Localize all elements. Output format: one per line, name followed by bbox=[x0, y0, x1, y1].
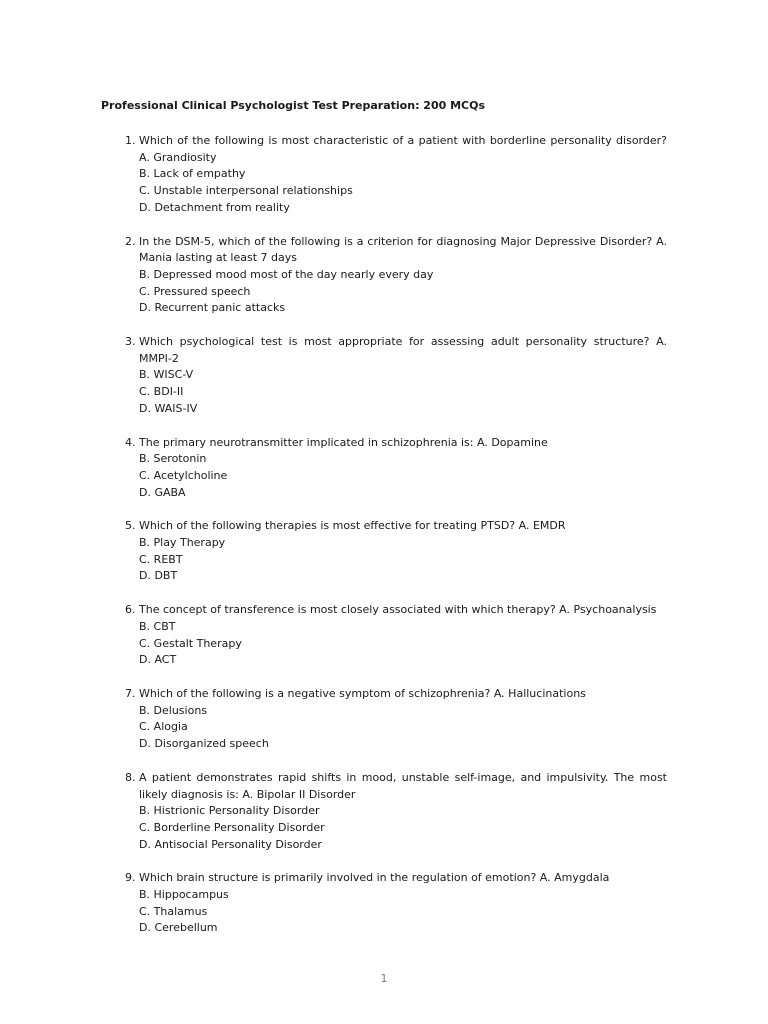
answer-option: B. Histrionic Personality Disorder bbox=[139, 804, 320, 818]
question-number: 7. bbox=[125, 686, 136, 700]
question-number: 3. bbox=[125, 335, 136, 349]
answer-option: B. CBT bbox=[139, 619, 176, 633]
page-number: 1 bbox=[380, 972, 388, 985]
answer-option: C. Gestalt Therapy bbox=[139, 636, 242, 650]
question-stem: Which of the following is most characteristic of a patient with borderline personality disorder? A. Grandiosity bbox=[139, 134, 667, 164]
question-number: 1. bbox=[125, 134, 136, 147]
question-item bbox=[0, 770, 768, 854]
question-stem: Which psychological test is most appropriate for assessing adult personality structure? A. MMPI-2 bbox=[139, 335, 667, 365]
question-stem: The concept of transference is most closely associated with which therapy? A. Psychoanalysis bbox=[139, 603, 657, 617]
answer-option: C. Pressured speech bbox=[139, 284, 251, 298]
document-title: Professional Clinical Psychologist Test Preparation: 200 MCQs bbox=[101, 99, 486, 112]
question-item bbox=[0, 686, 768, 753]
answer-option: D. Antisocial Personality Disorder bbox=[139, 837, 322, 851]
question-number: 5. bbox=[125, 519, 136, 533]
answer-option: B. WISC-V bbox=[139, 368, 194, 382]
question-stem: A patient demonstrates rapid shifts in mood, unstable self-image, and impulsivity. The most likely diagnosis is: A. Bipolar II Disorder bbox=[139, 770, 667, 801]
answer-option: C. Thalamus bbox=[139, 904, 208, 918]
answer-option: C. Unstable interpersonal relationships bbox=[139, 184, 353, 198]
question-stem: In the DSM-5, which of the following is a criterion for diagnosing Major Depressive Disorder? A. Mania lasting at least 7 days bbox=[139, 234, 667, 265]
answer-option: C. BDI-II bbox=[139, 385, 184, 399]
question-item bbox=[0, 133, 768, 217]
question-item bbox=[0, 870, 768, 937]
answer-option: D. Disorganized speech bbox=[139, 737, 269, 751]
question-stem: Which of the following is a negative symptom of schizophrenia? A. Hallucinations bbox=[139, 686, 586, 700]
question-number: 2. bbox=[125, 234, 136, 248]
answer-option: C. Alogia bbox=[139, 720, 188, 734]
question-list bbox=[0, 133, 768, 937]
question-number: 4. bbox=[125, 435, 136, 449]
question-item bbox=[0, 518, 768, 585]
answer-option: D. Detachment from reality bbox=[139, 200, 290, 214]
answer-option: B. Play Therapy bbox=[139, 536, 226, 550]
question-item bbox=[0, 234, 768, 318]
question-number: 6. bbox=[125, 603, 136, 617]
answer-option: D. DBT bbox=[139, 569, 178, 583]
question-stem: The primary neurotransmitter implicated in schizophrenia is: A. Dopamine bbox=[139, 435, 548, 449]
answer-option: B. Delusions bbox=[139, 703, 208, 717]
answer-option: D. WAIS-IV bbox=[139, 401, 198, 415]
answer-option: C. Borderline Personality Disorder bbox=[139, 820, 325, 834]
answer-option: B. Depressed mood most of the day nearly every day bbox=[139, 267, 434, 281]
answer-option: D. Recurrent panic attacks bbox=[139, 301, 286, 315]
question-item bbox=[0, 435, 768, 502]
question-stem: Which brain structure is primarily involved in the regulation of emotion? A. Amygdala bbox=[139, 871, 610, 885]
answer-option: B. Hippocampus bbox=[139, 888, 229, 902]
question-item bbox=[0, 334, 768, 418]
answer-option: C. REBT bbox=[139, 552, 183, 566]
answer-option: D. ACT bbox=[139, 653, 177, 667]
answer-option: D. GABA bbox=[139, 485, 186, 499]
question-stem: Which of the following therapies is most effective for treating PTSD? A. EMDR bbox=[139, 519, 566, 533]
answer-option: B. Lack of empathy bbox=[139, 167, 246, 181]
answer-option: B. Serotonin bbox=[139, 452, 207, 466]
answer-option: C. Acetylcholine bbox=[139, 468, 228, 482]
question-number: 9. bbox=[125, 871, 136, 885]
question-number: 8. bbox=[125, 770, 136, 784]
question-item bbox=[0, 602, 768, 669]
answer-option: D. Cerebellum bbox=[139, 921, 218, 935]
